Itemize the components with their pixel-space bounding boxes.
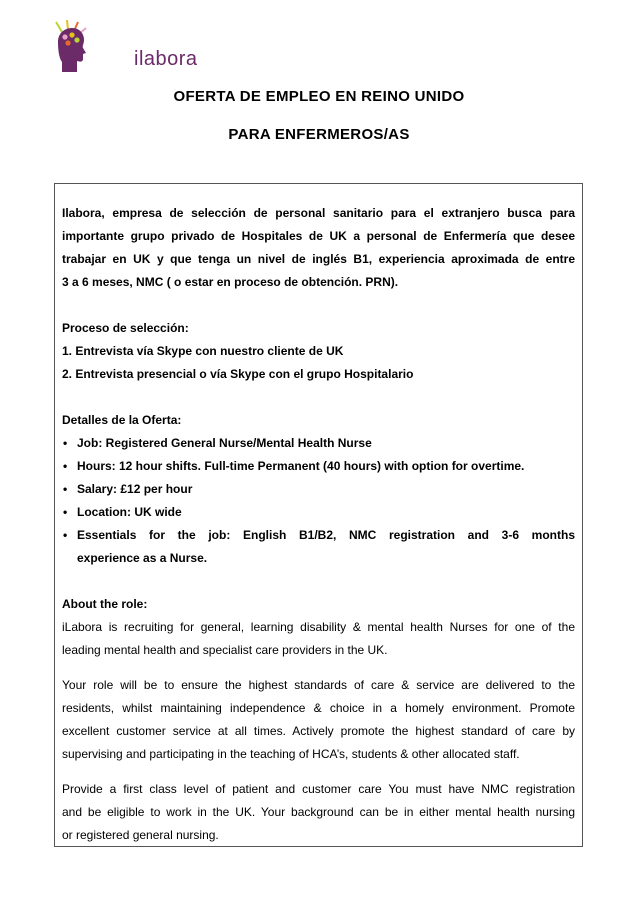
list-item [62, 501, 575, 524]
list-item [62, 432, 575, 455]
about-role [62, 593, 575, 847]
bullet-icon: • [63, 436, 68, 450]
list-item [62, 455, 575, 478]
offer-essentials-line2: experience as a Nurse. [77, 551, 208, 565]
about-line: residents, whilst maintaining independence & choice in a homely environment. Promote [62, 701, 575, 715]
offer-hours: Hours: 12 hour shifts. Full-time Permanent (40 hours) with option for overtime. [77, 459, 525, 473]
intro-line: Ilabora, empresa de selección de personal sanitario para el extranjero busca para [62, 206, 575, 220]
process-heading: Proceso de selección: [62, 321, 189, 335]
intro-line: trabajar en UK y que tenga un nivel de inglés B1, experiencia aproximada de entre [62, 252, 575, 266]
offer-location: Location: UK wide [77, 505, 182, 519]
process-step: 1. Entrevista vía Skype con nuestro cliente de UK [62, 344, 344, 358]
bullet-icon: • [63, 482, 68, 496]
bullet-icon: • [63, 528, 68, 542]
selection-process [62, 317, 575, 386]
about-line: excellent customer service at all times. Actively promote the highest standard of care by [62, 724, 575, 738]
intro-paragraph [62, 202, 575, 294]
list-item [62, 524, 575, 570]
about-line: and be eligible to work in the UK. Your background can be in either mental health nursing [62, 805, 575, 819]
offer-salary: Salary: £12 per hour [77, 482, 193, 496]
about-line: leading mental health and specialist care providers in the UK. [62, 643, 388, 657]
about-line: iLabora is recruiting for general, learning disability & mental health Nurses for one of the [62, 620, 575, 634]
about-heading: About the role: [62, 597, 148, 611]
list-item [62, 478, 575, 501]
brand-name: ilabora [134, 48, 198, 70]
page-title: OFERTA DE EMPLEO EN REINO UNIDO [173, 88, 465, 105]
offer-heading: Detalles de la Oferta: [62, 413, 182, 427]
intro-line: importante grupo privado de Hospitales de UK a personal de Enfermería que desee [62, 229, 575, 243]
offer-job: Job: Registered General Nurse/Mental Health Nurse [77, 436, 372, 450]
company-logo [52, 20, 198, 76]
offer-details [62, 409, 575, 570]
about-line: Your role will be to ensure the highest standards of care & service are delivered to the [62, 678, 575, 692]
offer-essentials-line1: Essentials for the job: English B1/B2, NMC registration and 3-6 months [77, 528, 575, 542]
bullet-icon: • [63, 505, 68, 519]
about-line: supervising and participating in the teaching of HCA’s, students & other allocated staff. [62, 747, 520, 761]
offer-list [62, 432, 575, 570]
about-line: or registered general nursing. [62, 828, 219, 842]
bullet-icon: • [63, 459, 68, 473]
process-step: 2. Entrevista presencial o vía Skype con el grupo Hospitalario [62, 367, 414, 381]
offer-box [54, 183, 583, 847]
page-subtitle: PARA ENFERMEROS/AS [228, 126, 410, 143]
intro-line: 3 a 6 meses, NMC ( o estar en proceso de obtención. PRN). [62, 275, 399, 289]
about-line: Provide a first class level of patient and customer care You must have NMC registration [62, 782, 575, 796]
